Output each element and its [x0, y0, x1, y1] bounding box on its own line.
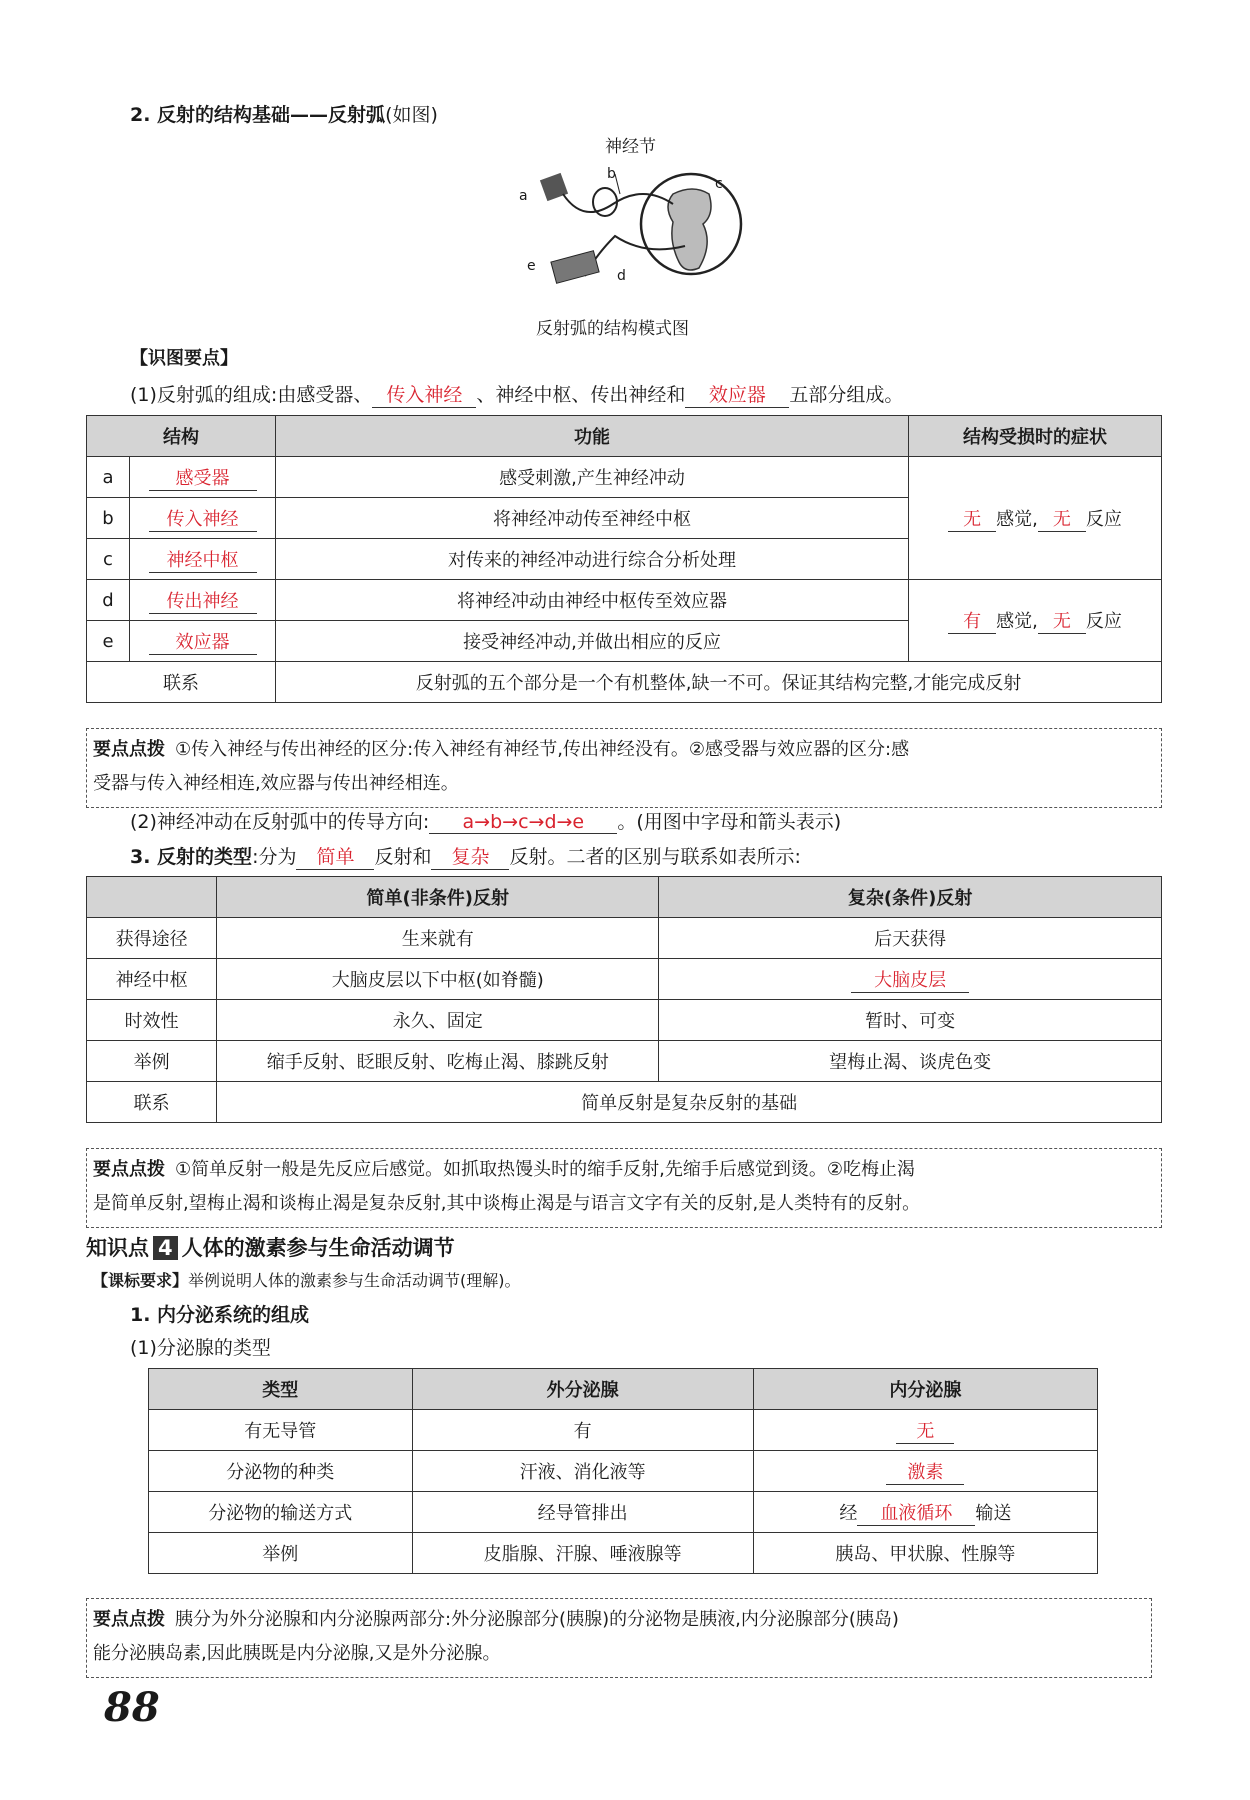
tip-label: 要点点拨: [93, 739, 165, 760]
symptom-blank: 无: [1038, 505, 1086, 532]
link-label: 联系: [87, 662, 276, 703]
blank-complex: 复杂: [431, 842, 509, 870]
row-letter: a: [87, 457, 130, 498]
row-endocrine: 胰岛、甲状腺、性腺等: [753, 1533, 1097, 1574]
blank-circulation: 血液循环: [857, 1499, 975, 1526]
label-c: c: [715, 176, 723, 192]
row-simple: 缩手反射、眨眼反射、吃梅止渴、膝跳反射: [217, 1041, 659, 1082]
tip-line: 是简单反射,望梅止渴和谈梅止渴是复杂反射,其中谈梅止渴是与语言文字有关的反射,是人类特有的反射。: [93, 1193, 921, 1214]
table-row: [87, 457, 1162, 498]
diagram-caption: 反射弧的结构模式图: [536, 319, 689, 339]
row-function: 将神经冲动由神经中枢传至效应器: [276, 580, 909, 621]
table-row: [87, 959, 1162, 1000]
reflex-arc-table: [86, 415, 1162, 703]
table-row: [87, 918, 1162, 959]
standard-label: 【课标要求】: [92, 1271, 189, 1290]
col-structure: 结构: [87, 416, 276, 457]
kp-number-badge: 4: [153, 1236, 178, 1260]
tip-label: 要点点拨: [93, 1159, 165, 1180]
row-exocrine: 皮脂腺、汗腺、唾液腺等: [412, 1533, 753, 1574]
row-complex: 暂时、可变: [659, 1000, 1162, 1041]
table-header: [87, 416, 1162, 457]
row-function: 接受神经冲动,并做出相应的反应: [276, 621, 909, 662]
link-text: 简单反射是复杂反射的基础: [217, 1082, 1162, 1123]
blank-effector: 效应器: [685, 380, 789, 408]
row-letter: b: [87, 498, 130, 539]
kp-title: 人体的激素参与生命活动调节: [181, 1236, 455, 1260]
transport-post: 输送: [975, 1502, 1012, 1524]
section-title-text: 2. 反射的结构基础——反射弧: [130, 104, 386, 126]
reflex-type-table: [86, 876, 1162, 1123]
col-simple: 简单(非条件)反射: [217, 877, 659, 918]
symptom-cell-1: [909, 457, 1162, 580]
section-title-note: (如图): [385, 104, 438, 126]
label-b: b: [607, 166, 616, 182]
recog-header: 【识图要点】: [130, 348, 238, 369]
item1-suffix: 五部分组成。: [789, 384, 904, 406]
table-row: [149, 1451, 1098, 1492]
item3-title: 3. 反射的类型: [130, 846, 253, 868]
ganglion-label: 神经节: [605, 137, 656, 157]
col-type: 类型: [149, 1369, 413, 1410]
row-letter: e: [87, 621, 130, 662]
item2: [130, 807, 841, 834]
tip-box-1: [86, 728, 1162, 808]
row-exocrine: 经导管排出: [412, 1492, 753, 1533]
col-endocrine: 内分泌腺: [753, 1369, 1097, 1410]
curriculum-standard: [92, 1268, 521, 1291]
link-text: 反射弧的五个部分是一个有机整体,缺一不可。保证其结构完整,才能完成反射: [276, 662, 1162, 703]
tip-line: 胰分为外分泌腺和内分泌腺两部分:外分泌腺部分(胰腺)的分泌物是胰液,内分泌腺部分(胰岛): [175, 1609, 899, 1630]
symptom-blank: 无: [1038, 607, 1086, 634]
row-complex: 后天获得: [659, 918, 1162, 959]
blank-hormone: 激素: [886, 1458, 964, 1485]
row-complex: 望梅止渴、谈虎色变: [659, 1041, 1162, 1082]
standard-text: 举例说明人体的激素参与生命活动调节(理解)。: [188, 1271, 521, 1290]
symptom-blank: 有: [948, 607, 996, 634]
row-label: 神经中枢: [87, 959, 217, 1000]
table-header: [149, 1369, 1098, 1410]
item1: [130, 380, 903, 408]
symptom-cell-2: [909, 580, 1162, 662]
table-row: [87, 1041, 1162, 1082]
blank-duct: 无: [896, 1417, 954, 1444]
gland-table: [148, 1368, 1098, 1574]
row-answer: 感受器: [149, 464, 257, 491]
row-label: 获得途径: [87, 918, 217, 959]
row-function: 对传来的神经冲动进行综合分析处理: [276, 539, 909, 580]
col-symptom: 结构受损时的症状: [909, 416, 1162, 457]
table-row: [87, 580, 1162, 621]
tip-line: ①简单反射一般是先反应后感觉。如抓取热馒头时的缩手反射,先缩手后感觉到烫。②吃梅止渴: [175, 1159, 915, 1180]
blank-simple: 简单: [296, 842, 374, 870]
row-label: 举例: [87, 1041, 217, 1082]
page-number: 88: [104, 1684, 160, 1731]
gland-subtitle: (1)分泌腺的类型: [130, 1337, 271, 1359]
tip-box-2: [86, 1148, 1162, 1228]
row-simple: 生来就有: [217, 918, 659, 959]
blank-cortex: 大脑皮层: [851, 966, 969, 993]
row-answer: 传入神经: [149, 505, 257, 532]
row-answer: 效应器: [149, 628, 257, 655]
item1-prefix: (1)反射弧的组成:由感受器、: [130, 384, 373, 406]
section-title: [130, 100, 438, 127]
item1-middle: 、神经中枢、传出神经和: [476, 384, 686, 406]
table-row: [87, 662, 1162, 703]
row-label: 分泌物的种类: [149, 1451, 413, 1492]
symptom-text: 感觉,: [996, 611, 1038, 632]
row-label: 分泌物的输送方式: [149, 1492, 413, 1533]
table-row: [87, 1000, 1162, 1041]
col-complex: 复杂(条件)反射: [659, 877, 1162, 918]
symptom-blank: 无: [948, 505, 996, 532]
row-label: 有无导管: [149, 1410, 413, 1451]
tip-line: 受器与传入神经相连,效应器与传出神经相连。: [93, 773, 459, 794]
item2-prefix: (2)神经冲动在反射弧中的传导方向:: [130, 811, 430, 833]
row-label: 举例: [149, 1533, 413, 1574]
row-simple: 大脑皮层以下中枢(如脊髓): [217, 959, 659, 1000]
row-label: 时效性: [87, 1000, 217, 1041]
item3-middle: 反射和: [374, 846, 432, 868]
item3: [130, 842, 801, 870]
blank-afferent: 传入神经: [372, 380, 476, 408]
row-exocrine: 汗液、消化液等: [412, 1451, 753, 1492]
transport-pre: 经: [839, 1502, 858, 1524]
table-row: [87, 1082, 1162, 1123]
row-function: 将神经冲动传至神经中枢: [276, 498, 909, 539]
col-blank: [87, 877, 217, 918]
col-exocrine: 外分泌腺: [412, 1369, 753, 1410]
table-row: [149, 1533, 1098, 1574]
kp-prefix: 知识点: [86, 1236, 149, 1260]
tip-line: ①传入神经与传出神经的区分:传入神经有神经节,传出神经没有。②感受器与效应器的区分:感: [175, 739, 910, 760]
row-letter: c: [87, 539, 130, 580]
table-header: [87, 877, 1162, 918]
link-label: 联系: [87, 1082, 217, 1123]
row-answer: 神经中枢: [149, 546, 257, 573]
col-function: 功能: [276, 416, 909, 457]
row-letter: d: [87, 580, 130, 621]
tip-box-3: [86, 1598, 1152, 1678]
row-simple: 永久、固定: [217, 1000, 659, 1041]
symptom-text: 反应: [1085, 508, 1122, 530]
label-a: a: [519, 188, 528, 204]
label-e: e: [527, 258, 536, 274]
row-function: 感受刺激,产生神经冲动: [276, 457, 909, 498]
tip-label: 要点点拨: [93, 1609, 165, 1630]
item2-suffix: 。(用图中字母和箭头表示): [617, 811, 842, 833]
endocrine-title: 1. 内分泌系统的组成: [130, 1304, 310, 1326]
item3-suffix: 反射。二者的区别与联系如表所示:: [509, 846, 801, 868]
tip-line: 能分泌胰岛素,因此胰既是内分泌腺,又是外分泌腺。: [93, 1643, 501, 1664]
table-row: [149, 1492, 1098, 1533]
row-exocrine: 有: [412, 1410, 753, 1451]
blank-direction: a→b→c→d→e: [429, 811, 617, 834]
row-answer: 传出神经: [149, 587, 257, 614]
symptom-text: 感觉,: [996, 508, 1038, 530]
knowledge-point-heading: [86, 1232, 455, 1262]
table-row: [149, 1410, 1098, 1451]
label-d: d: [617, 268, 626, 284]
reflex-arc-diagram: [505, 128, 745, 298]
symptom-text: 反应: [1085, 611, 1122, 632]
item3-prefix: :分为: [252, 846, 297, 868]
